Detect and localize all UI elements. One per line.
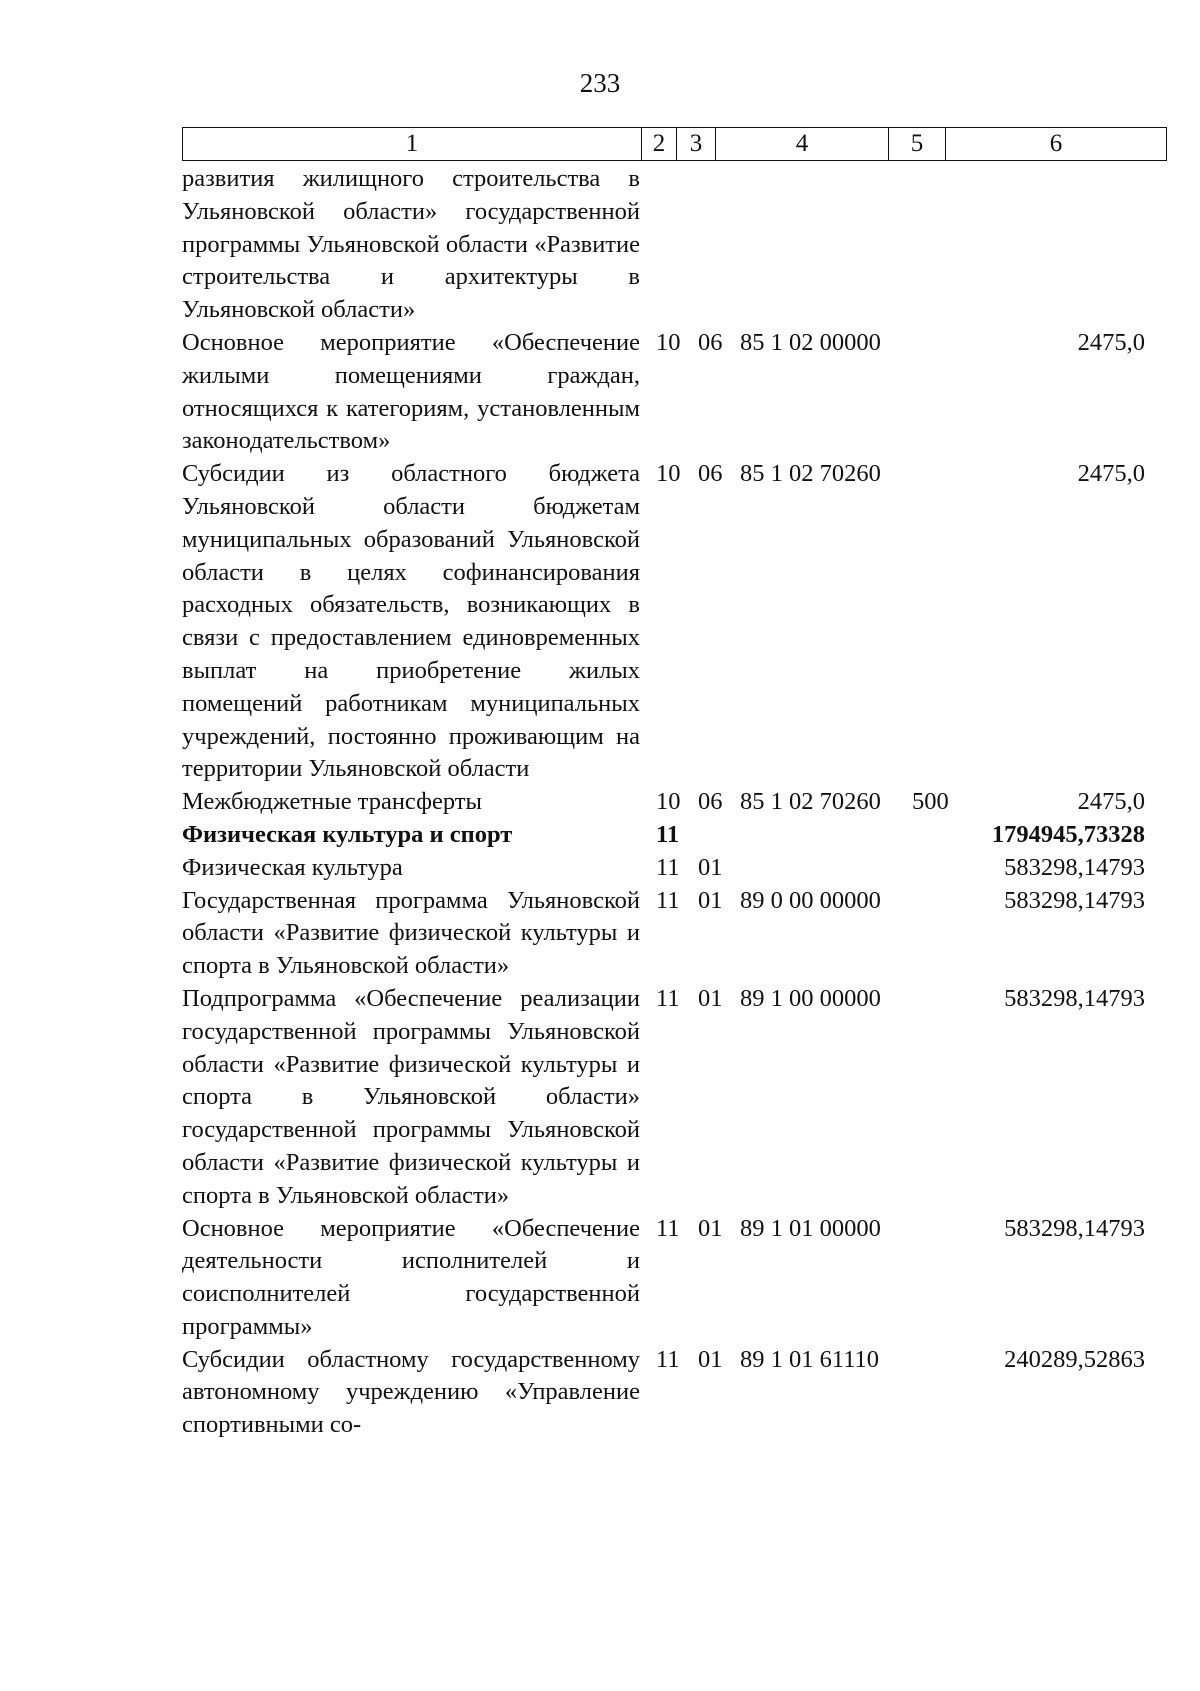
- row-name-cell: Субсидии областному государственному автономному учреждению «Управление спортивными со-: [182, 1345, 640, 1439]
- row-subsection-cell: 01: [698, 984, 723, 1012]
- row-section-cell: 11: [656, 853, 680, 881]
- row-target-code-cell: 85 1 02 70260: [740, 460, 881, 488]
- row-name-cell: Межбюджетные трансферты: [182, 788, 482, 816]
- table-row: [182, 786, 1167, 819]
- row-subsection-cell: 06: [698, 788, 723, 816]
- row-target-code-cell: [740, 163, 912, 327]
- row-target-code-cell: 89 0 00 00000: [740, 886, 881, 914]
- row-subsection-cell: 06: [698, 328, 723, 356]
- table-row: [182, 983, 1167, 1213]
- header-col-1: 1: [183, 128, 642, 161]
- row-name-cell: Подпрограмма «Обеспечение реализации государственной программы Ульяновской области «Развитие физической культуры и спорта в Ульяновской области» государственной программы Ульяновской области «Развитие физической культуры и спорта в Ульяновской области»: [182, 984, 640, 1209]
- row-expense-type-cell: 500: [912, 788, 949, 816]
- row-section-cell: 11: [656, 1345, 680, 1373]
- table-header: [182, 127, 1167, 161]
- row-name-cell: Физическая культура и спорт: [182, 820, 513, 848]
- table-body: [182, 163, 1167, 1442]
- table-row: [182, 163, 1167, 327]
- row-expense-type-cell: [912, 983, 968, 1213]
- row-amount-cell: [968, 163, 1167, 327]
- row-expense-type-cell: [912, 852, 968, 885]
- row-subsection-cell: 06: [698, 460, 723, 488]
- row-amount-cell: 240289,52863: [1004, 1345, 1145, 1373]
- header-col-6: 6: [946, 128, 1167, 161]
- row-expense-type-cell: [912, 327, 968, 458]
- row-amount-cell: 583298,14793: [1004, 853, 1145, 881]
- row-section-cell: 10: [656, 788, 681, 816]
- header-col-5: 5: [889, 128, 946, 161]
- row-expense-type-cell: [912, 1213, 968, 1344]
- row-section-cell: 10: [656, 460, 681, 488]
- row-section-cell: 11: [656, 820, 680, 848]
- row-subsection-cell: 01: [698, 853, 723, 881]
- row-name-cell: Основное мероприятие «Обеспечение жилыми помещениями граждан, относящихся к категориям, установленным законодательством»: [182, 328, 640, 455]
- row-expense-type-cell: [912, 1344, 968, 1442]
- table-row: [182, 458, 1167, 786]
- row-name-cell: развития жилищного строительства в Ульяновской области» государственной программы Ульяновской области «Развитие строительства и архитектуры в Ульяновской области»: [182, 165, 640, 324]
- row-target-code-cell: 89 1 01 61110: [740, 1345, 880, 1373]
- table-row: [182, 885, 1167, 983]
- row-section-cell: [652, 163, 698, 327]
- row-name-cell: Основное мероприятие «Обеспечение деятельности исполнителей и соисполнителей государственной программы»: [182, 1214, 640, 1340]
- page-number: 233: [579, 68, 621, 98]
- table-row: [182, 852, 1167, 885]
- row-expense-type-cell: [912, 885, 968, 983]
- row-amount-cell: 2475,0: [1077, 788, 1145, 816]
- row-name-cell: Субсидии из областного бюджета Ульяновской области бюджетам муниципальных образований Ульяновской области в целях софинансирования расходных обязательств, возникающих в связи с предоставлением единовременных выплат на приобретение жилых помещений работникам муниципальных учреждений, постоянно проживающим на территории Ульяновской области: [182, 460, 640, 783]
- table-row: [182, 1213, 1167, 1344]
- row-section-cell: 11: [656, 984, 680, 1012]
- row-name-cell: Государственная программа Ульяновской области «Развитие физической культуры и спорта в Ульяновской области»: [182, 886, 640, 980]
- row-amount-cell: 2475,0: [1077, 328, 1145, 356]
- row-section-cell: 11: [656, 1214, 680, 1242]
- row-target-code-cell: [740, 819, 912, 852]
- row-section-cell: 11: [656, 886, 680, 914]
- table-row: [182, 1344, 1167, 1442]
- header-col-4: 4: [716, 128, 889, 161]
- row-subsection-cell: 01: [698, 1345, 723, 1373]
- table-row: [182, 819, 1167, 852]
- row-amount-cell: 583298,14793: [1004, 886, 1145, 914]
- row-expense-type-cell: [912, 458, 968, 786]
- budget-table: [182, 127, 1167, 1442]
- table-row: [182, 327, 1167, 458]
- row-amount-cell: 2475,0: [1077, 460, 1145, 488]
- row-subsection-cell: [698, 163, 740, 327]
- row-subsection-cell: 01: [698, 1214, 723, 1242]
- row-target-code-cell: 85 1 02 70260: [740, 788, 881, 816]
- header-col-3: 3: [677, 128, 716, 161]
- row-target-code-cell: [740, 852, 912, 885]
- row-subsection-cell: [698, 819, 740, 852]
- row-subsection-cell: 01: [698, 886, 723, 914]
- row-amount-cell: 583298,14793: [1004, 1214, 1145, 1242]
- header-col-2: 2: [642, 128, 677, 161]
- row-target-code-cell: 89 1 00 00000: [740, 984, 881, 1012]
- row-target-code-cell: 89 1 01 00000: [740, 1214, 881, 1242]
- row-section-cell: 10: [656, 328, 681, 356]
- row-expense-type-cell: [912, 163, 968, 327]
- row-amount-cell: 1794945,73328: [991, 820, 1145, 848]
- row-target-code-cell: 85 1 02 00000: [740, 328, 881, 356]
- row-amount-cell: 583298,14793: [1004, 984, 1145, 1012]
- row-expense-type-cell: [912, 819, 968, 852]
- row-name-cell: Физическая культура: [182, 853, 403, 881]
